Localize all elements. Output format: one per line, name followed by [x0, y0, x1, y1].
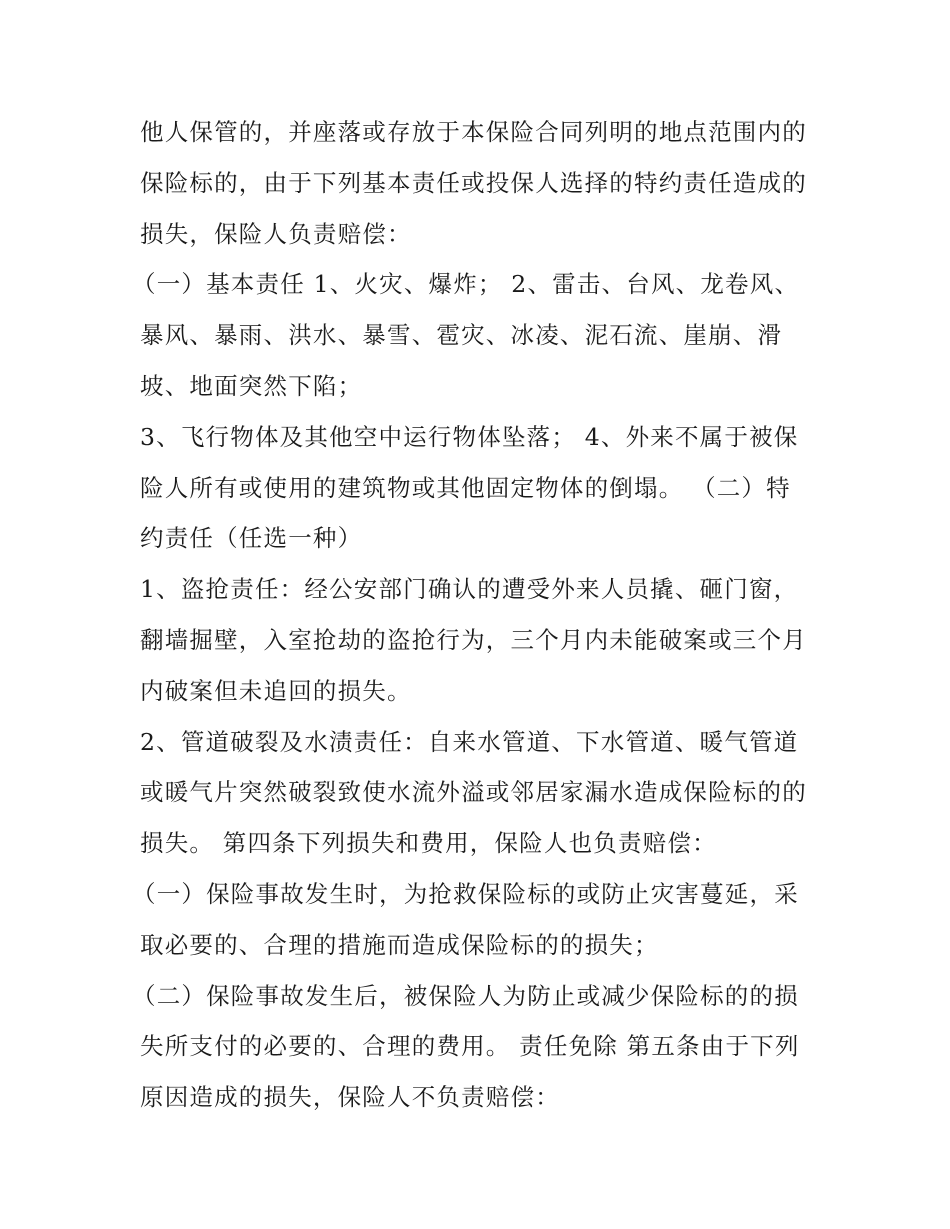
text-line-12: 内破案但未追回的损失。 — [140, 676, 412, 705]
text-line-1: 他人保管的，并座落或存放于本保险合同列明的地点范围内的 — [140, 118, 807, 146]
text-line-17: 取必要的、合理的措施而造成保险标的的损失； — [140, 930, 659, 959]
text-line-13: 2、管道破裂及水渍责任：自来水管道、下水管道、暖气管道 — [140, 727, 799, 756]
text-line-6: 坡、地面突然下陷； — [140, 371, 363, 400]
text-line-8: 险人所有或使用的建筑物或其他固定物体的倒塌。 （二）特 — [140, 473, 791, 502]
text-line-4: （一）基本责任 1、火灾、爆炸； 2、雷击、台风、龙卷风、 — [132, 270, 800, 299]
text-line-15: 损失。 第四条下列损失和费用，保险人也负责赔偿： — [140, 829, 717, 858]
text-line-7: 3、飞行物体及其他空中运行物体坠落； 4、外来不属于被保 — [140, 422, 799, 451]
text-line-11: 翻墙掘壁，入室抢劫的盗抢行为，三个月内未能破案或三个月 — [140, 625, 807, 654]
text-line-9: 约责任（任选一种） — [140, 524, 363, 553]
body-text — [132, 107, 830, 1123]
text-line-16: （一）保险事故发生时，为抢救保险标的或防止灾害蔓延，采 — [132, 879, 799, 908]
text-line-14: 或暖气片突然破裂致使水流外溢或邻居家漏水造成保险标的的 — [140, 778, 807, 807]
text-line-5: 暴风、暴雨、洪水、暴雪、雹灾、冰凌、泥石流、崖崩、滑 — [140, 321, 783, 350]
text-line-10: 1、盗抢责任：经公安部门确认的遭受外来人员撬、砸门窗， — [140, 575, 799, 604]
text-line-19: 失所支付的必要的、合理的费用。 责任免除 第五条由于下列 — [140, 1032, 800, 1061]
text-line-18: （二）保险事故发生后，被保险人为防止或减少保险标的的损 — [132, 981, 799, 1010]
text-line-2: 保险标的，由于下列基本责任或投保人选择的特约责任造成的 — [140, 168, 807, 197]
text-line-3: 损失，保险人负责赔偿： — [140, 219, 412, 248]
text-line-20: 原因造成的损失，保险人不负责赔偿： — [140, 1083, 560, 1112]
